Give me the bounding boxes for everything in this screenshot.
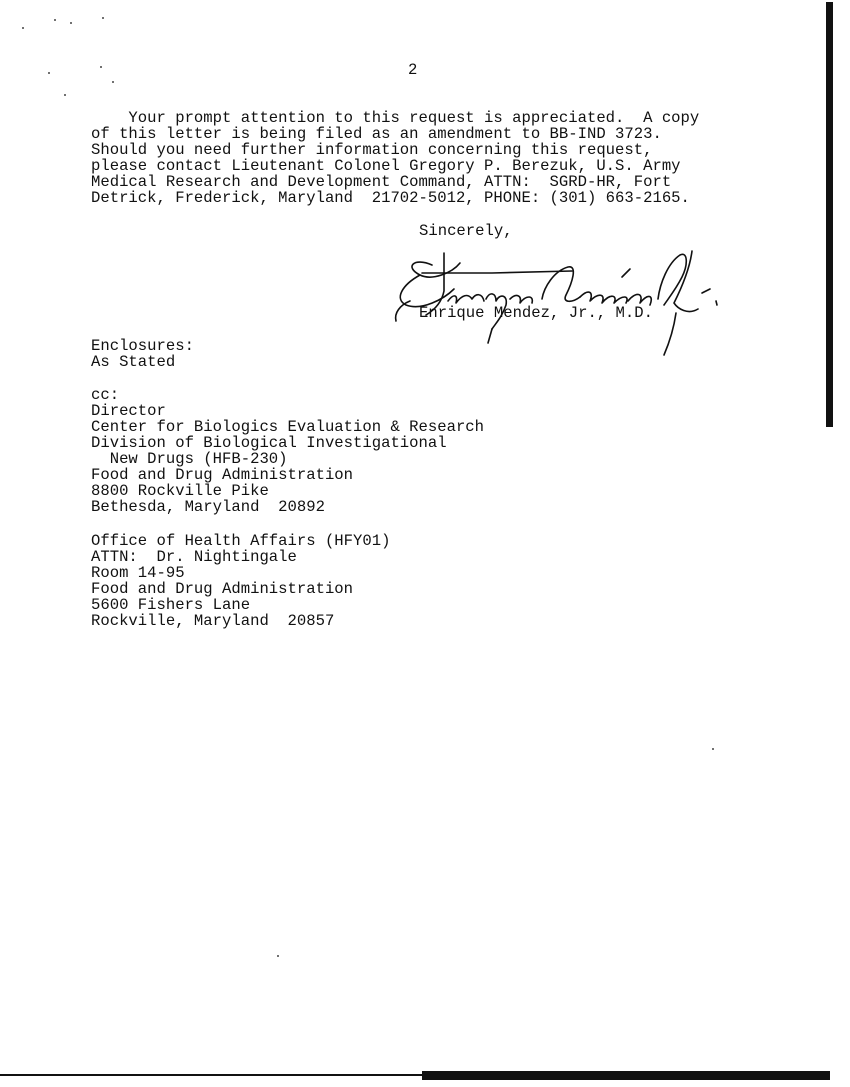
cc-heading: cc: bbox=[91, 386, 120, 404]
cc-block bbox=[91, 387, 484, 515]
cc-recipient-line: Bethesda, Maryland 20892 bbox=[91, 498, 325, 516]
scan-speck bbox=[100, 66, 102, 68]
body-line: Medical Research and Development Command, ATTN: SGRD-HR, Fort bbox=[91, 173, 672, 191]
body-line: Your prompt attention to this request is appreciated. A copy bbox=[91, 109, 700, 127]
signer-name: Enrique Mendez, Jr., M.D. bbox=[419, 304, 653, 322]
cc-recipient-line: New Drugs (HFB-230) bbox=[91, 450, 288, 468]
cc-recipient-line: Office of Health Affairs (HFY01) bbox=[91, 532, 391, 550]
body-paragraph bbox=[91, 110, 699, 206]
scan-speck bbox=[64, 94, 66, 96]
cc-recipient-line: Food and Drug Administration bbox=[91, 466, 354, 484]
body-line: of this letter is being filed as an amendment to BB-IND 3723. bbox=[91, 125, 662, 143]
scan-speck bbox=[112, 81, 114, 83]
scan-speck bbox=[54, 19, 56, 21]
cc-recipient-line: Center for Biologics Evaluation & Research bbox=[91, 418, 485, 436]
right-edge-scan-bar bbox=[826, 2, 833, 427]
cc-recipient-line: 5600 Fishers Lane bbox=[91, 596, 251, 614]
cc-recipient-line: 8800 Rockville Pike bbox=[91, 482, 269, 500]
enclosures-heading: Enclosures: bbox=[91, 337, 194, 355]
cc-recipient-line: Food and Drug Administration bbox=[91, 580, 354, 598]
closing: Sincerely, bbox=[419, 222, 513, 240]
handwritten-signature bbox=[392, 243, 732, 363]
cc-recipient-2-block bbox=[91, 533, 390, 629]
enclosures-block bbox=[91, 338, 194, 370]
scan-speck bbox=[277, 955, 279, 957]
body-line: Should you need further information concerning this request, bbox=[91, 141, 653, 159]
scan-speck bbox=[70, 22, 72, 24]
scan-speck bbox=[712, 748, 714, 750]
cc-recipient-line: Division of Biological Investigational bbox=[91, 434, 447, 452]
cc-recipient-line: Director bbox=[91, 402, 166, 420]
enclosures-value: As Stated bbox=[91, 353, 176, 371]
cc-recipient-line: Room 14-95 bbox=[91, 564, 185, 582]
bottom-scan-rule-thick bbox=[422, 1071, 830, 1080]
scan-speck bbox=[48, 72, 50, 74]
body-line: Detrick, Frederick, Maryland 21702-5012, PHONE: (301) 663-2165. bbox=[91, 189, 690, 207]
cc-recipient-line: ATTN: Dr. Nightingale bbox=[91, 548, 297, 566]
scan-speck bbox=[22, 27, 24, 29]
cc-recipient-line: Rockville, Maryland 20857 bbox=[91, 612, 335, 630]
scan-speck bbox=[102, 17, 104, 19]
body-line: please contact Lieutenant Colonel Gregory P. Berezuk, U.S. Army bbox=[91, 157, 681, 175]
page-number: 2 bbox=[408, 61, 418, 79]
